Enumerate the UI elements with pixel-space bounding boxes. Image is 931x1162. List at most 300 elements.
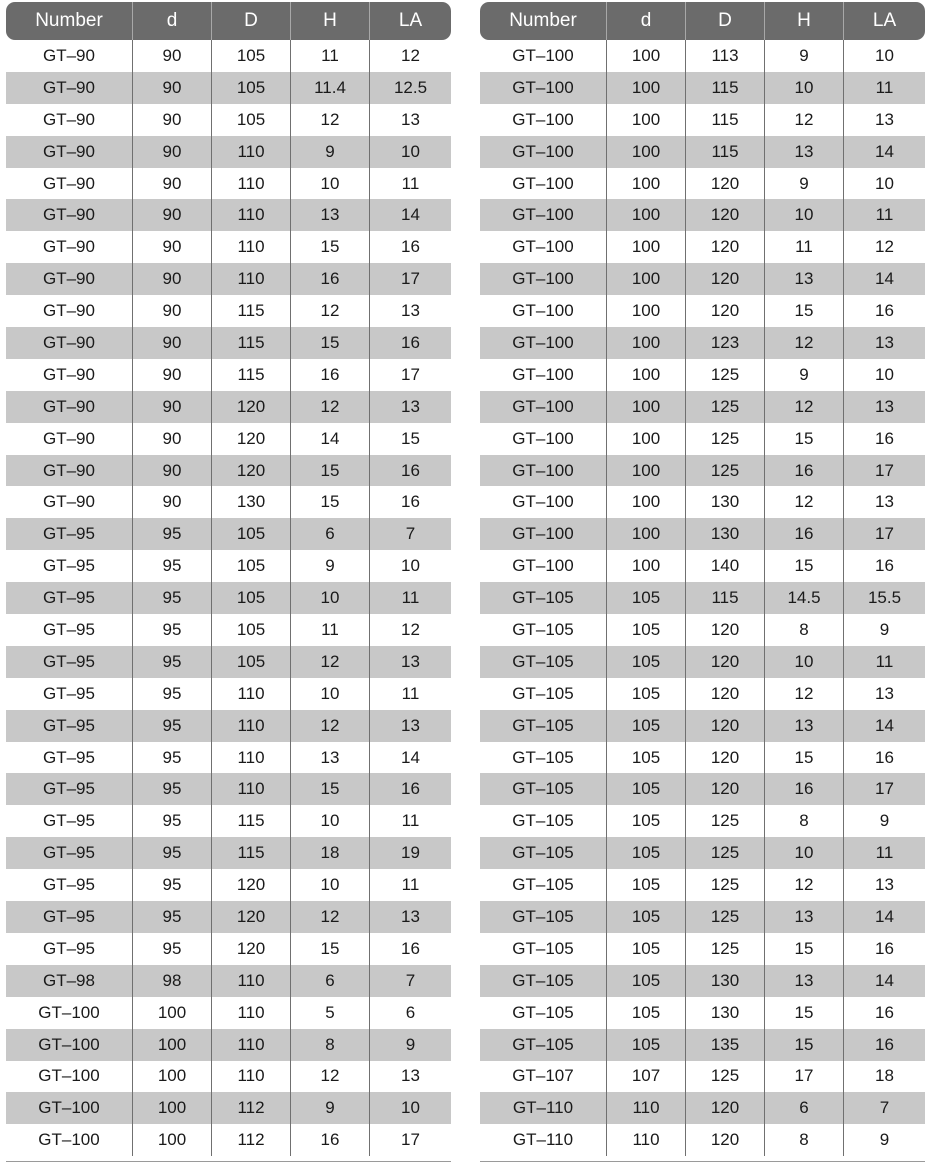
table-row xyxy=(480,423,925,455)
header-d-outer: D xyxy=(212,2,291,40)
header-number: Number xyxy=(480,2,607,40)
cell-d-outer: 120 xyxy=(686,678,765,710)
cell-d-outer: 110 xyxy=(212,678,291,710)
cell-d-outer: 125 xyxy=(686,869,765,901)
cell-h: 12 xyxy=(291,901,370,933)
table-row xyxy=(6,773,451,805)
cell-number: GT–90 xyxy=(6,327,133,359)
cell-h: 12 xyxy=(765,391,844,423)
cell-number: GT–100 xyxy=(480,423,607,455)
cell-la: 13 xyxy=(401,1066,420,1086)
cell-la: 16 xyxy=(401,332,420,352)
cell-d-outer: 130 xyxy=(212,486,291,518)
cell-la: 11 xyxy=(401,811,420,831)
header-d-inner: d xyxy=(133,2,212,40)
cell-la: 10 xyxy=(875,173,894,193)
cell-d-inner: 100 xyxy=(133,997,212,1029)
cell-number: GT–95 xyxy=(6,869,133,901)
table-row xyxy=(480,1061,925,1093)
cell-la: 9 xyxy=(405,1034,416,1054)
cell-la: 13 xyxy=(401,301,420,321)
cell-h: 13 xyxy=(291,742,370,774)
cell-d-inner: 90 xyxy=(133,359,212,391)
cell-number: GT–90 xyxy=(6,136,133,168)
table-row xyxy=(6,423,451,455)
cell-la: 11 xyxy=(875,205,894,225)
cell-d-inner: 100 xyxy=(607,136,686,168)
cell-d-outer: 135 xyxy=(686,1029,765,1061)
cell-d-inner: 100 xyxy=(133,1061,212,1093)
cell-d-outer: 110 xyxy=(212,168,291,200)
table-row xyxy=(6,805,451,837)
cell-h: 12 xyxy=(291,391,370,423)
cell-number: GT–95 xyxy=(6,582,133,614)
table-row xyxy=(6,1029,451,1061)
table-row xyxy=(480,518,925,550)
cell-h: 6 xyxy=(291,518,370,550)
table-row xyxy=(480,455,925,487)
cell-number: GT–95 xyxy=(6,742,133,774)
cell-la: 12 xyxy=(875,237,894,257)
table-row xyxy=(480,199,925,231)
cell-la: 13 xyxy=(875,332,894,352)
cell-h: 15 xyxy=(291,231,370,263)
cell-d-inner: 105 xyxy=(607,773,686,805)
cell-h: 15 xyxy=(765,423,844,455)
cell-number: GT–100 xyxy=(6,1029,133,1061)
cell-h: 10 xyxy=(291,805,370,837)
cell-h: 15 xyxy=(291,455,370,487)
cell-h: 13 xyxy=(765,263,844,295)
cell-h: 12 xyxy=(291,1061,370,1093)
cell-d-outer: 130 xyxy=(686,486,765,518)
cell-d-inner: 95 xyxy=(133,742,212,774)
cell-h: 8 xyxy=(765,805,844,837)
cell-d-outer: 110 xyxy=(212,136,291,168)
header-d-inner: d xyxy=(607,2,686,40)
cell-h: 16 xyxy=(291,359,370,391)
cell-d-outer: 115 xyxy=(686,72,765,104)
cell-h: 18 xyxy=(291,837,370,869)
cell-d-outer: 125 xyxy=(686,1061,765,1093)
cell-h: 15 xyxy=(291,486,370,518)
cell-d-inner: 100 xyxy=(607,104,686,136)
cell-la: 10 xyxy=(875,364,894,384)
cell-d-inner: 95 xyxy=(133,901,212,933)
cell-la: 14 xyxy=(875,906,894,926)
cell-d-outer: 120 xyxy=(686,295,765,327)
cell-number: GT–100 xyxy=(480,231,607,263)
cell-la: 7 xyxy=(879,1098,890,1118)
table-header xyxy=(480,2,925,40)
cell-number: GT–100 xyxy=(480,327,607,359)
cell-number: GT–90 xyxy=(6,295,133,327)
cell-la: 13 xyxy=(875,396,894,416)
cell-la: 17 xyxy=(875,524,894,544)
cell-h: 8 xyxy=(765,614,844,646)
cell-d-inner: 95 xyxy=(133,518,212,550)
cell-h: 15 xyxy=(765,295,844,327)
cell-h: 9 xyxy=(291,550,370,582)
table-row xyxy=(6,1092,451,1124)
table-row xyxy=(6,136,451,168)
cell-h: 9 xyxy=(291,1092,370,1124)
cell-number: GT–90 xyxy=(6,72,133,104)
table-row xyxy=(6,646,451,678)
cell-d-inner: 95 xyxy=(133,805,212,837)
table-row xyxy=(6,582,451,614)
cell-d-outer: 120 xyxy=(686,1124,765,1156)
cell-number: GT–100 xyxy=(480,518,607,550)
cell-d-inner: 100 xyxy=(607,486,686,518)
table-row xyxy=(6,1124,451,1156)
cell-number: GT–90 xyxy=(6,104,133,136)
cell-number: GT–100 xyxy=(480,40,607,72)
cell-h: 10 xyxy=(291,168,370,200)
table-row xyxy=(6,199,451,231)
table-row xyxy=(480,678,925,710)
cell-la: 9 xyxy=(879,619,890,639)
cell-h: 15 xyxy=(765,550,844,582)
cell-h: 11.4 xyxy=(291,72,370,104)
cell-h: 13 xyxy=(765,965,844,997)
cell-number: GT–105 xyxy=(480,837,607,869)
cell-h: 17 xyxy=(765,1061,844,1093)
table-body xyxy=(480,40,925,1156)
cell-la: 10 xyxy=(401,1098,420,1118)
cell-number: GT–100 xyxy=(6,1061,133,1093)
table-row xyxy=(6,72,451,104)
cell-h: 12 xyxy=(765,104,844,136)
cell-d-inner: 100 xyxy=(607,168,686,200)
table-row xyxy=(480,40,925,72)
cell-number: GT–90 xyxy=(6,40,133,72)
cell-h: 15 xyxy=(291,327,370,359)
cell-number: GT–90 xyxy=(6,391,133,423)
cell-d-inner: 90 xyxy=(133,231,212,263)
cell-d-inner: 90 xyxy=(133,486,212,518)
table-row xyxy=(480,710,925,742)
cell-number: GT–105 xyxy=(480,997,607,1029)
cell-d-inner: 100 xyxy=(607,423,686,455)
cell-h: 16 xyxy=(291,1124,370,1156)
cell-number: GT–107 xyxy=(480,1061,607,1093)
cell-number: GT–90 xyxy=(6,486,133,518)
header-h: H xyxy=(291,2,370,40)
cell-d-outer: 120 xyxy=(686,614,765,646)
cell-d-inner: 105 xyxy=(607,678,686,710)
cell-h: 13 xyxy=(765,710,844,742)
cell-d-inner: 100 xyxy=(133,1092,212,1124)
cell-d-outer: 115 xyxy=(686,582,765,614)
cell-h: 16 xyxy=(765,455,844,487)
cell-d-outer: 120 xyxy=(686,168,765,200)
cell-h: 15 xyxy=(765,997,844,1029)
table-row xyxy=(6,104,451,136)
cell-number: GT–95 xyxy=(6,805,133,837)
table-row xyxy=(480,901,925,933)
cell-d-inner: 100 xyxy=(607,199,686,231)
table-row xyxy=(480,997,925,1029)
cell-h: 10 xyxy=(765,199,844,231)
cell-number: GT–100 xyxy=(6,1092,133,1124)
cell-h: 12 xyxy=(765,678,844,710)
table-header xyxy=(6,2,451,40)
cell-d-inner: 100 xyxy=(133,1124,212,1156)
cell-d-outer: 105 xyxy=(212,582,291,614)
cell-h: 12 xyxy=(291,295,370,327)
cell-la: 11 xyxy=(875,651,894,671)
cell-la: 17 xyxy=(875,460,894,480)
cell-d-inner: 100 xyxy=(607,40,686,72)
cell-la: 12 xyxy=(401,619,420,639)
cell-d-outer: 112 xyxy=(212,1124,291,1156)
cell-la: 16 xyxy=(875,747,894,767)
cell-d-inner: 105 xyxy=(607,614,686,646)
cell-d-outer: 110 xyxy=(212,773,291,805)
cell-d-outer: 105 xyxy=(212,518,291,550)
cell-d-outer: 140 xyxy=(686,550,765,582)
cell-la: 13 xyxy=(875,109,894,129)
header-number: Number xyxy=(6,2,133,40)
cell-number: GT–95 xyxy=(6,773,133,805)
cell-d-inner: 105 xyxy=(607,582,686,614)
cell-h: 5 xyxy=(291,997,370,1029)
cell-d-outer: 120 xyxy=(686,1092,765,1124)
cell-number: GT–105 xyxy=(480,869,607,901)
cell-d-inner: 107 xyxy=(607,1061,686,1093)
cell-d-outer: 105 xyxy=(212,550,291,582)
table-row xyxy=(480,805,925,837)
cell-number: GT–100 xyxy=(480,486,607,518)
cell-d-outer: 110 xyxy=(212,231,291,263)
cell-number: GT–105 xyxy=(480,933,607,965)
cell-la: 13 xyxy=(401,906,420,926)
cell-d-outer: 130 xyxy=(686,518,765,550)
cell-d-inner: 105 xyxy=(607,1029,686,1061)
cell-number: GT–100 xyxy=(6,1124,133,1156)
table-row xyxy=(480,327,925,359)
cell-la: 16 xyxy=(875,428,894,448)
table-row xyxy=(480,136,925,168)
table-row xyxy=(480,104,925,136)
cell-d-inner: 95 xyxy=(133,837,212,869)
table-row xyxy=(6,869,451,901)
cell-d-inner: 90 xyxy=(133,72,212,104)
cell-number: GT–95 xyxy=(6,933,133,965)
cell-d-inner: 95 xyxy=(133,614,212,646)
table-row xyxy=(480,295,925,327)
cell-number: GT–105 xyxy=(480,646,607,678)
cell-la: 6 xyxy=(405,1002,416,1022)
cell-number: GT–110 xyxy=(480,1124,607,1156)
table-row xyxy=(480,582,925,614)
cell-d-outer: 115 xyxy=(212,837,291,869)
cell-la: 16 xyxy=(875,938,894,958)
cell-number: GT–100 xyxy=(480,359,607,391)
cell-h: 15 xyxy=(765,933,844,965)
cell-number: GT–90 xyxy=(6,423,133,455)
cell-d-outer: 115 xyxy=(212,295,291,327)
cell-number: GT–95 xyxy=(6,518,133,550)
cell-d-inner: 90 xyxy=(133,263,212,295)
cell-d-inner: 100 xyxy=(607,231,686,263)
cell-d-outer: 110 xyxy=(212,710,291,742)
cell-d-outer: 105 xyxy=(212,104,291,136)
cell-number: GT–90 xyxy=(6,455,133,487)
cell-d-outer: 115 xyxy=(686,136,765,168)
cell-d-inner: 95 xyxy=(133,710,212,742)
cell-la: 10 xyxy=(875,45,894,65)
cell-d-outer: 123 xyxy=(686,327,765,359)
cell-la: 11 xyxy=(401,588,420,608)
cell-h: 10 xyxy=(765,837,844,869)
cell-d-outer: 125 xyxy=(686,359,765,391)
header-la: LA xyxy=(872,10,897,31)
cell-la: 9 xyxy=(879,1130,890,1150)
cell-number: GT–100 xyxy=(480,72,607,104)
cell-number: GT–95 xyxy=(6,678,133,710)
cell-h: 12 xyxy=(765,327,844,359)
cell-d-inner: 95 xyxy=(133,933,212,965)
table-row xyxy=(6,614,451,646)
cell-number: GT–100 xyxy=(6,997,133,1029)
cell-d-outer: 113 xyxy=(686,40,765,72)
cell-d-inner: 100 xyxy=(607,391,686,423)
cell-la: 16 xyxy=(401,938,420,958)
table-row xyxy=(480,742,925,774)
table-row xyxy=(480,773,925,805)
cell-h: 16 xyxy=(291,263,370,295)
cell-d-outer: 130 xyxy=(686,965,765,997)
cell-number: GT–105 xyxy=(480,614,607,646)
header-la: LA xyxy=(398,10,423,31)
cell-d-inner: 105 xyxy=(607,997,686,1029)
cell-d-outer: 105 xyxy=(212,72,291,104)
cell-number: GT–105 xyxy=(480,742,607,774)
cell-number: GT–95 xyxy=(6,646,133,678)
cell-d-inner: 105 xyxy=(607,901,686,933)
cell-h: 8 xyxy=(765,1124,844,1156)
table-row xyxy=(6,263,451,295)
cell-d-inner: 90 xyxy=(133,455,212,487)
cell-h: 9 xyxy=(765,168,844,200)
cell-d-outer: 120 xyxy=(686,646,765,678)
cell-h: 12 xyxy=(291,710,370,742)
cell-la: 13 xyxy=(401,109,420,129)
table-row xyxy=(480,1124,925,1156)
cell-number: GT–105 xyxy=(480,678,607,710)
cell-la: 17 xyxy=(875,779,894,799)
cell-la: 11 xyxy=(875,77,894,97)
cell-d-inner: 100 xyxy=(607,263,686,295)
table-row xyxy=(480,486,925,518)
table-row xyxy=(6,359,451,391)
cell-d-inner: 100 xyxy=(607,455,686,487)
table-row xyxy=(480,359,925,391)
table-row xyxy=(480,168,925,200)
cell-d-inner: 90 xyxy=(133,168,212,200)
cell-la: 16 xyxy=(875,301,894,321)
cell-la: 16 xyxy=(401,237,420,257)
cell-h: 13 xyxy=(765,901,844,933)
cell-h: 10 xyxy=(291,869,370,901)
cell-la: 13 xyxy=(401,715,420,735)
cell-h: 13 xyxy=(291,199,370,231)
cell-number: GT–90 xyxy=(6,263,133,295)
table-row xyxy=(480,550,925,582)
spec-table-left xyxy=(6,2,451,1156)
cell-h: 15 xyxy=(291,933,370,965)
table-row xyxy=(480,1029,925,1061)
cell-d-inner: 98 xyxy=(133,965,212,997)
cell-h: 13 xyxy=(765,136,844,168)
table-row xyxy=(6,231,451,263)
table-row xyxy=(480,391,925,423)
cell-d-inner: 90 xyxy=(133,40,212,72)
header-h: H xyxy=(765,2,844,40)
cell-number: GT–95 xyxy=(6,614,133,646)
cell-h: 16 xyxy=(765,773,844,805)
table-row xyxy=(6,933,451,965)
cell-la: 7 xyxy=(405,970,416,990)
cell-number: GT–90 xyxy=(6,168,133,200)
cell-la: 17 xyxy=(401,269,420,289)
cell-la: 14 xyxy=(875,141,894,161)
cell-la: 13 xyxy=(875,683,894,703)
cell-h: 16 xyxy=(765,518,844,550)
cell-la: 13 xyxy=(401,396,420,416)
cell-d-inner: 95 xyxy=(133,773,212,805)
cell-d-inner: 105 xyxy=(607,869,686,901)
cell-d-outer: 125 xyxy=(686,933,765,965)
cell-d-outer: 110 xyxy=(212,965,291,997)
cell-d-outer: 125 xyxy=(686,837,765,869)
cell-la: 12 xyxy=(401,45,420,65)
cell-d-outer: 105 xyxy=(212,40,291,72)
cell-d-outer: 110 xyxy=(212,1061,291,1093)
table-row xyxy=(6,965,451,997)
cell-number: GT–98 xyxy=(6,965,133,997)
cell-la: 14 xyxy=(875,269,894,289)
cell-la: 14 xyxy=(401,205,420,225)
cell-d-outer: 112 xyxy=(212,1092,291,1124)
cell-h: 10 xyxy=(765,646,844,678)
table-row xyxy=(6,742,451,774)
table-row xyxy=(6,168,451,200)
cell-h: 14 xyxy=(291,423,370,455)
cell-d-outer: 115 xyxy=(212,359,291,391)
cell-number: GT–100 xyxy=(480,295,607,327)
cell-la: 16 xyxy=(401,460,420,480)
cell-d-outer: 125 xyxy=(686,805,765,837)
cell-la: 16 xyxy=(401,492,420,512)
table-row xyxy=(480,231,925,263)
cell-d-outer: 120 xyxy=(686,742,765,774)
cell-d-inner: 105 xyxy=(607,805,686,837)
cell-d-inner: 90 xyxy=(133,136,212,168)
cell-d-outer: 105 xyxy=(212,646,291,678)
cell-number: GT–110 xyxy=(480,1092,607,1124)
cell-h: 10 xyxy=(765,72,844,104)
cell-number: GT–90 xyxy=(6,359,133,391)
cell-d-outer: 115 xyxy=(212,805,291,837)
table-row xyxy=(6,678,451,710)
cell-number: GT–95 xyxy=(6,550,133,582)
cell-h: 6 xyxy=(291,965,370,997)
cell-d-outer: 120 xyxy=(686,263,765,295)
cell-number: GT–105 xyxy=(480,965,607,997)
